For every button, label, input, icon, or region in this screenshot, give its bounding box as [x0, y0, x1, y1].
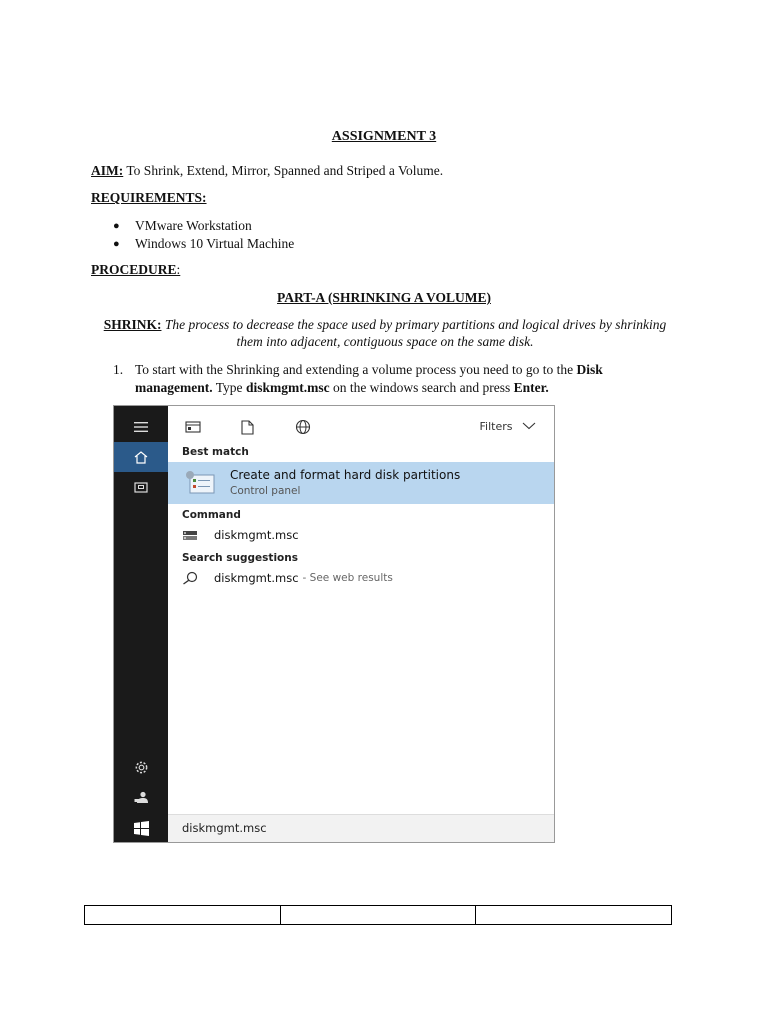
step-text-part: To start with the Shrinking and extending a volume process you need to go to the [135, 362, 577, 377]
aim-label: AIM: [91, 163, 124, 178]
table-cell [85, 906, 281, 925]
documents-icon[interactable] [114, 472, 168, 502]
menu-icon[interactable] [114, 412, 168, 442]
requirements-heading: REQUIREMENTS: [91, 190, 207, 205]
windows-search-screenshot [113, 405, 555, 843]
requirements-list [113, 217, 294, 253]
apps-filter-icon[interactable] [184, 418, 202, 436]
shrink-definition [95, 316, 675, 350]
table-cell [280, 906, 476, 925]
chevron-down-icon [522, 422, 536, 430]
suggestion-item: diskmgmt.msc [214, 571, 299, 585]
aim-text: To Shrink, Extend, Mirror, Spanned and Striped a Volume. [123, 163, 444, 178]
step-bold-part: Enter. [513, 380, 549, 395]
start-rail [114, 406, 168, 842]
step-number: 1. [113, 362, 124, 377]
suggestion-suffix: - See web results [302, 572, 393, 584]
best-match-subtitle: Control panel [230, 485, 301, 497]
step-text-part: Type [212, 380, 246, 395]
command-item: diskmgmt.msc [214, 528, 299, 542]
home-icon[interactable] [114, 442, 168, 472]
web-filter-icon[interactable] [294, 418, 312, 436]
part-heading: PART-A (SHRINKING A VOLUME) [277, 290, 491, 305]
step-1 [113, 361, 673, 397]
best-match-header: Best match [182, 446, 249, 458]
step-bold-part: Disk management. [135, 362, 603, 395]
assignment-title: ASSIGNMENT 3 [331, 129, 437, 144]
step-text [135, 361, 673, 397]
search-input[interactable]: diskmgmt.msc [168, 814, 554, 842]
settings-icon[interactable] [114, 752, 168, 782]
filter-tabs [168, 414, 554, 440]
procedure-heading [91, 262, 180, 278]
start-button[interactable] [114, 814, 168, 842]
suggestion-result[interactable] [182, 571, 393, 585]
footer-table [84, 905, 672, 925]
step-text-part: on the windows search and press [329, 380, 514, 395]
search-icon [182, 571, 200, 585]
filters-button[interactable] [480, 420, 536, 433]
search-results [168, 408, 554, 816]
windows-logo-icon [134, 821, 149, 836]
table-cell [476, 906, 672, 925]
aim-line [91, 163, 443, 179]
step-bold-part: diskmgmt.msc [245, 380, 330, 395]
filters-label: Filters [479, 420, 513, 433]
procedure-label: PROCEDURE [91, 262, 177, 277]
control-panel-icon [184, 469, 216, 497]
best-match-result[interactable] [168, 462, 554, 504]
procedure-colon: : [176, 262, 181, 277]
disk-management-icon [182, 530, 200, 541]
search-suggestions-header: Search suggestions [182, 552, 298, 564]
shrink-text: The process to decrease the space used by primary partitions and logical drives by shrinking them into adjacent, contiguous space on the same disk. [161, 317, 667, 349]
list-item: ● Windows 10 Virtual Machine [113, 235, 294, 253]
documents-filter-icon[interactable] [238, 418, 256, 436]
command-header: Command [182, 509, 241, 521]
list-item: ● VMware Workstation [113, 217, 294, 235]
shrink-label: SHRINK: [103, 317, 162, 332]
user-icon[interactable] [114, 782, 168, 812]
best-match-title: Create and format hard disk partitions [230, 468, 461, 482]
command-result[interactable] [182, 528, 299, 542]
